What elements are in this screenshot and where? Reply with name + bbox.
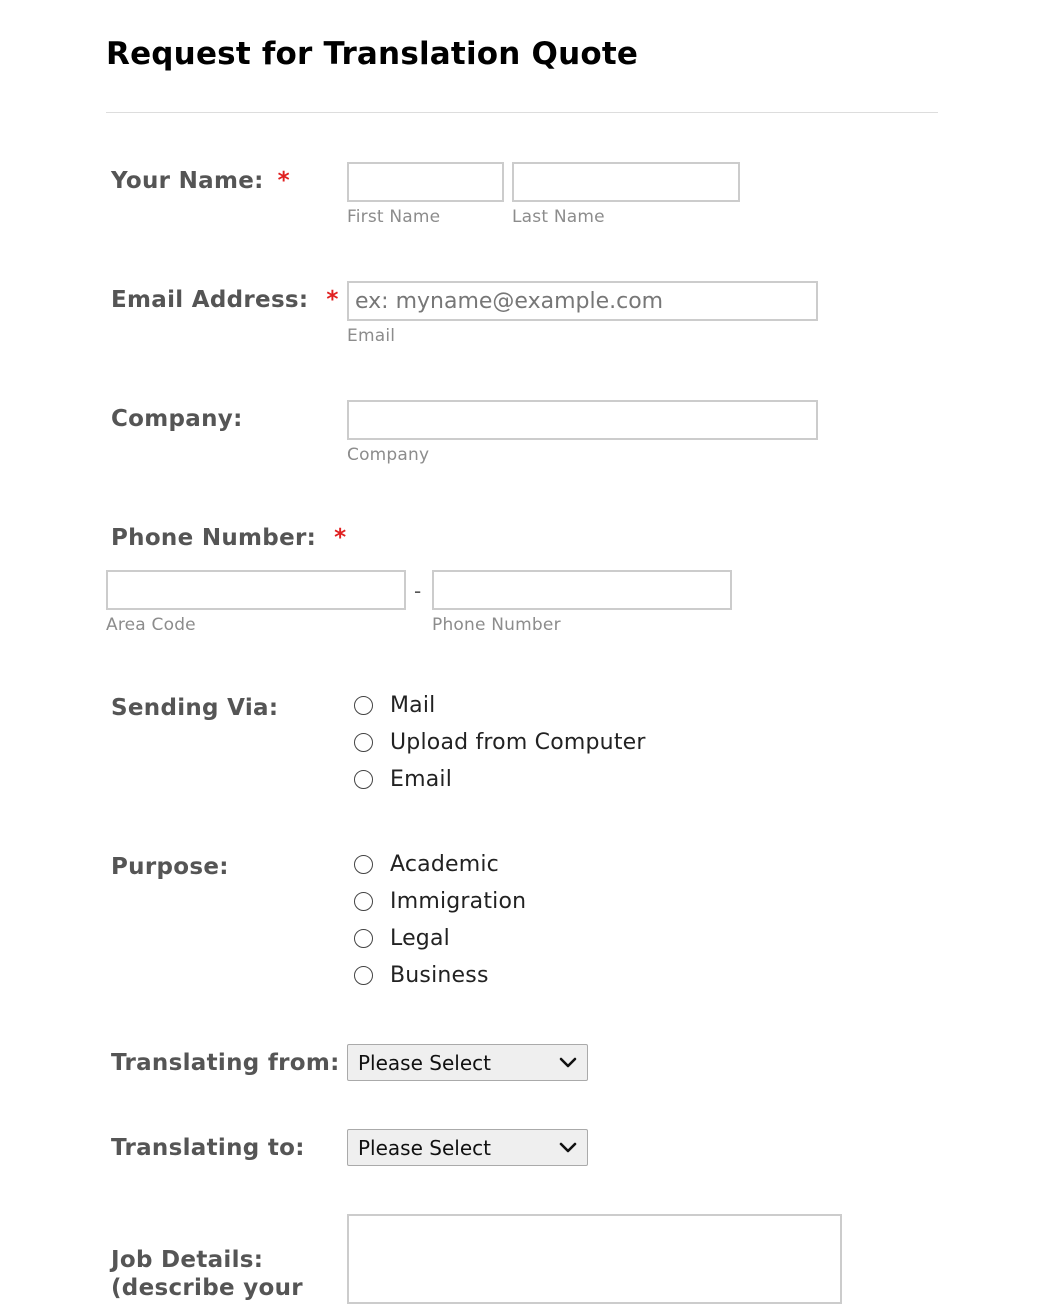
purpose-label: Purpose: [111, 854, 229, 880]
radio-option-label: Legal [390, 925, 450, 951]
sending-via-option-upload[interactable] [354, 727, 646, 757]
radio-empty-icon[interactable] [354, 966, 373, 985]
select-value: Please Select [358, 1135, 491, 1160]
email-label-row [111, 287, 339, 313]
radio-empty-icon[interactable] [354, 892, 373, 911]
phone-number-sublabel: Phone Number [432, 615, 561, 635]
company-input[interactable] [347, 400, 818, 440]
radio-empty-icon[interactable] [354, 770, 373, 789]
phone-label-row [111, 525, 346, 551]
select-value: Please Select [358, 1050, 491, 1075]
first-name-sublabel: First Name [347, 207, 441, 227]
email-label: Email Address: [111, 287, 309, 313]
phone-label: Phone Number: [111, 525, 317, 551]
translating-from-label: Translating from: [111, 1050, 340, 1076]
required-marker: * [334, 525, 347, 551]
name-label: Your Name: [111, 168, 264, 194]
purpose-option-academic[interactable] [354, 849, 499, 879]
job-details-label-line2: (describe your [111, 1275, 303, 1301]
required-marker: * [277, 168, 290, 194]
chevron-down-icon [559, 1057, 577, 1069]
email-sublabel: Email [347, 326, 396, 346]
radio-option-label: Mail [390, 692, 436, 718]
company-sublabel: Company [347, 445, 430, 465]
radio-option-label: Immigration [390, 888, 527, 914]
job-details-label [111, 1246, 303, 1302]
radio-option-label: Academic [390, 851, 499, 877]
first-name-input[interactable] [347, 162, 504, 202]
radio-option-label: Upload from Computer [390, 729, 646, 755]
form-title: Request for Translation Quote [106, 36, 639, 72]
purpose-option-business[interactable] [354, 960, 489, 990]
translating-to-label: Translating to: [111, 1135, 305, 1161]
phone-separator: - [414, 579, 422, 603]
sending-via-option-mail[interactable] [354, 690, 436, 720]
radio-empty-icon[interactable] [354, 929, 373, 948]
radio-empty-icon[interactable] [354, 733, 373, 752]
name-label-row [111, 168, 290, 194]
radio-option-label: Business [390, 962, 489, 988]
radio-empty-icon[interactable] [354, 696, 373, 715]
area-code-sublabel: Area Code [106, 615, 196, 635]
job-details-textarea[interactable] [347, 1214, 842, 1304]
title-divider [106, 112, 938, 113]
required-marker: * [326, 287, 339, 313]
sending-via-option-email[interactable] [354, 764, 452, 794]
purpose-option-immigration[interactable] [354, 886, 526, 916]
translating-to-select[interactable] [347, 1129, 588, 1166]
phone-number-input[interactable] [432, 570, 732, 610]
last-name-input[interactable] [512, 162, 740, 202]
chevron-down-icon [559, 1142, 577, 1154]
radio-empty-icon[interactable] [354, 855, 373, 874]
email-input[interactable] [347, 281, 818, 321]
last-name-sublabel: Last Name [512, 207, 605, 227]
purpose-option-legal[interactable] [354, 923, 450, 953]
area-code-input[interactable] [106, 570, 406, 610]
radio-option-label: Email [390, 766, 453, 792]
translating-from-select[interactable] [347, 1044, 588, 1081]
company-label: Company: [111, 406, 243, 432]
sending-via-label: Sending Via: [111, 695, 279, 721]
job-details-label-line1: Job Details: [111, 1247, 264, 1273]
